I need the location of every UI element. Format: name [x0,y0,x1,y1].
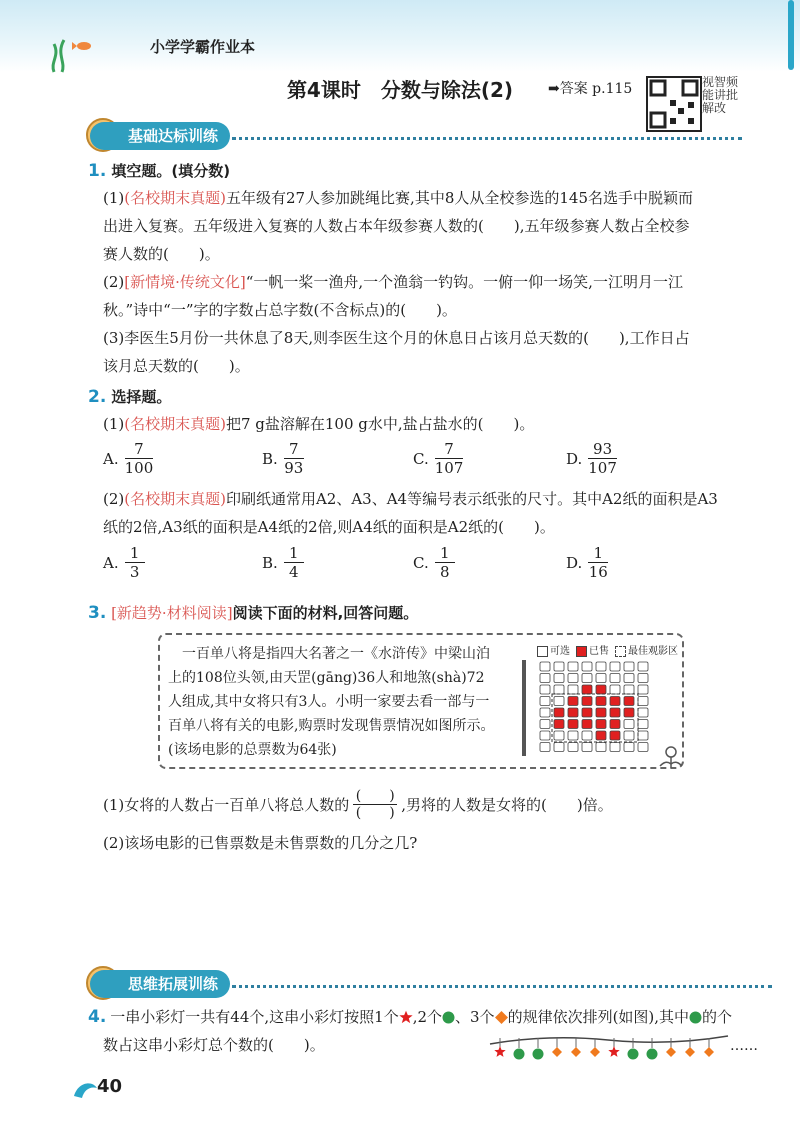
section-divider [232,985,772,988]
option-c[interactable] [413,544,455,581]
seat-available [568,685,578,694]
question-1-header [88,160,230,181]
seat-sold [582,708,592,717]
section-title-extension: 思维拓展训练 [90,970,230,998]
book-title: 小学学霸作业本 [150,38,256,56]
denominator: 3 [129,563,140,581]
seat-available [638,697,648,706]
option-a[interactable] [103,544,145,581]
star-icon [399,1010,413,1024]
option-a[interactable] [103,440,153,477]
material-line: 百单八将有关的电影,购票时发现售票情况如图所示。 [168,718,495,734]
seat-available [554,731,564,740]
ellipsis: …… [730,1038,758,1054]
q2-part1 [103,409,753,439]
seat-sold [610,697,620,706]
q1-part2 [103,267,753,297]
seat-available [638,720,648,729]
denominator: 107 [588,459,617,477]
text-line: 把7 g盐溶解在100 g水中,盐占盐水的( )。 [225,415,535,433]
seat-available [596,674,606,683]
option-letter: C. [413,553,429,572]
seat-available [554,662,564,671]
material-line: 一百单八将是指四大名著之一《水浒传》中梁山泊 [168,646,490,662]
seat-sold [610,708,620,717]
seat-available [596,662,606,671]
fraction [435,440,464,477]
seat-available [624,674,634,683]
light-star [494,1046,505,1057]
part-label: (1) [103,415,125,433]
legend-best-zone: 最佳观影区 [615,642,678,657]
numerator: 1 [129,544,140,562]
green-circle-icon [689,1011,702,1024]
seat-sold [624,697,634,706]
light-diamond [552,1047,562,1057]
header-band [0,0,800,72]
question-4-line2: 数占这串小彩灯总个数的( )。 [103,1036,325,1054]
question-number: 1. [88,161,107,181]
fraction [435,544,455,581]
seat-sold [610,720,620,729]
diamond-icon [495,1011,508,1024]
seat-sold [596,720,606,729]
seat-available [540,662,550,671]
part-label: (1) [103,189,125,207]
denominator-blank: ( ) [355,805,395,821]
part-label: (2) [103,490,125,508]
text-line: 五年级有27人参加跳绳比赛,其中8人从全校参选的145名选手中脱颖而 [225,189,694,207]
seat-sold [568,720,578,729]
fraction [588,440,617,477]
q3-sub1 [103,788,753,821]
option-d[interactable] [566,544,608,581]
q1-part1-line2: 出进入复赛。五年级进入复赛的人数占本年级参赛人数的( ),五年级参赛人数占全校参 [103,217,690,235]
text-line: (1)女将的人数占一百单八将总人数的 [103,795,350,814]
q1-part3-line2: 该月总天数的( )。 [103,357,250,375]
seat-legend [537,642,678,657]
seat-available [624,743,634,752]
seat-available [582,662,592,671]
seat-available [540,685,550,694]
seat-available [568,674,578,683]
seat-available [554,685,564,694]
seat-available [638,674,648,683]
denominator: 4 [289,563,299,581]
qr-label: 视智频能讲批解改 [702,75,739,115]
seat-map [522,658,672,758]
edge-bar [788,0,794,70]
material-line: (该场电影的总票数为64张) [168,742,337,758]
denominator: 16 [588,563,608,581]
denominator: 107 [434,459,464,477]
fraction [125,440,154,477]
option-letter: A. [103,449,119,468]
answer-reference: ➡答案 p.115 [548,81,633,97]
dolphin-icon [70,1074,100,1104]
source-tag: (名校期末真题) [124,415,226,433]
text-line: ,男将的人数是女将的( )倍。 [401,795,613,814]
numerator-blank: ( ) [355,788,395,804]
green-circle-icon [442,1011,455,1024]
seat-available [540,674,550,683]
flower-icon [656,742,686,772]
seat-sold [582,685,592,694]
seat-sold [554,720,564,729]
wire [490,1036,728,1044]
seat-available [624,720,634,729]
text-line: 印刷纸通常用A2、A3、A4等编号表示纸张的尺寸。其中A2纸的面积是A3 [225,490,718,508]
q1-part1 [103,183,753,213]
fraction-blank[interactable] [353,788,397,821]
source-tag: (名校期末真题) [124,490,226,508]
seaweed-fish-icon [44,34,104,74]
seat-sold [568,697,578,706]
seat-available [638,685,648,694]
question-title: 选择题。 [111,388,172,406]
numerator: 1 [593,544,604,562]
seat-available [638,743,648,752]
fraction [125,544,145,581]
seat-sold [596,731,606,740]
seat-available [624,685,634,694]
light-circle [533,1049,544,1060]
material-line: 上的108位头领,由天罡(gāng)36人和地煞(shà)72 [168,670,485,686]
q1-part3: (3)李医生5月份一共休息了8天,则李医生这个月的休息日占该月总天数的( ),工作日占 [103,329,690,347]
seat-available [624,731,634,740]
seat-available [568,743,578,752]
seat-sold [596,685,606,694]
seat-available [610,685,620,694]
seat-available [540,697,550,706]
question-title: 填空题。(填分数) [111,162,231,180]
question-3-header [88,602,418,623]
option-letter: C. [413,449,429,468]
seat-sold [568,708,578,717]
material-text [168,642,513,762]
question-title: 阅读下面的材料,回答问题。 [232,604,419,622]
seat-available [638,731,648,740]
material-line: 人组成,其中女将只有3人。小明一家要去看一部与一 [168,694,490,710]
seat-available [554,674,564,683]
light-circle [628,1049,639,1060]
question-number: 4. [88,1007,107,1027]
option-letter: D. [566,553,583,572]
seat-available [554,697,564,706]
light-diamond [704,1047,714,1057]
text-line: “一帆一桨一渔舟,一个渔翁一钓钩。一俯一仰一场笑,一江明月一江 [245,273,683,291]
seat-sold [582,697,592,706]
q2-part2-line2: 纸的2倍,A3纸的面积是A4纸的2倍,则A4纸的面积是A2纸的( )。 [103,518,555,536]
q1-part2-line2: 秋。”诗中“一”字的字数占总字数(不含标点)的( )。 [103,301,457,319]
option-d[interactable] [566,440,617,477]
lesson-title: 第4课时 分数与除法(2) [286,78,514,102]
text-line: 、3个 [455,1008,495,1026]
q3-sub2: (2)该场电影的已售票数是未售票数的几分之几? [103,834,418,852]
seat-available [638,708,648,717]
seat-sold [582,720,592,729]
seat-available [540,720,550,729]
seat-available [554,743,564,752]
seat-available [610,674,620,683]
q2-part2 [103,484,753,514]
seat-available [582,743,592,752]
light-star [608,1046,619,1057]
seat-available [610,743,620,752]
light-diamond [590,1047,600,1057]
denominator: 93 [284,459,304,477]
seat-sold [610,731,620,740]
text-line: 的个 [702,1008,733,1026]
numerator: 1 [439,544,450,562]
section-title-basic: 基础达标训练 [90,122,230,150]
seat-available [596,743,606,752]
option-letter: D. [566,449,583,468]
seat-available [540,731,550,740]
option-letter: A. [103,553,119,572]
fraction [284,544,304,581]
page-number: 40 [97,1076,123,1097]
text-line: 的规律依次排列(如图),其中 [507,1008,690,1026]
option-c[interactable] [413,440,463,477]
source-tag: [新情境·传统文化] [124,273,246,291]
seat-sold [624,708,634,717]
light-circle [514,1049,525,1060]
light-diamond [685,1047,695,1057]
numerator: 93 [593,440,613,458]
screen-bar [522,660,526,756]
q1-part1-line3: 赛人数的( )。 [103,245,220,263]
denominator: 8 [439,563,450,581]
seat-sold [596,697,606,706]
fraction [588,544,608,581]
text-line: 一串小彩灯一共有44个,这串小彩灯按照1个 [110,1008,399,1026]
option-letter: B. [262,449,278,468]
question-number: 3. [88,603,107,623]
question-4 [88,1002,768,1032]
option-b[interactable] [262,440,304,477]
source-tag: (名校期末真题) [124,189,226,207]
fraction [284,440,304,477]
seat-available [568,662,578,671]
denominator: 100 [124,459,154,477]
seat-available [582,731,592,740]
light-diamond [571,1047,581,1057]
seat-available [624,662,634,671]
numerator: 7 [289,440,299,458]
option-b[interactable] [262,544,304,581]
source-tag: [新趋势·材料阅读] [111,604,233,622]
seat-sold [554,708,564,717]
seat-available [582,674,592,683]
light-circle [647,1049,658,1060]
text-line: ,2个 [412,1008,443,1026]
question-number: 2. [88,387,107,407]
legend-available: 可选 [537,642,570,657]
seat-available [540,708,550,717]
numerator: 1 [289,544,299,562]
part-label: (2) [103,273,125,291]
seat-available [610,662,620,671]
option-letter: B. [262,553,278,572]
seat-sold [596,708,606,717]
numerator: 7 [134,440,144,458]
seat-available [540,743,550,752]
section-divider [232,137,742,140]
numerator: 7 [444,440,454,458]
light-diamond [666,1047,676,1057]
seat-available [638,662,648,671]
legend-sold: 已售 [576,642,609,657]
seat-available [568,731,578,740]
question-2-header [88,386,171,407]
qr-code-icon [646,76,702,132]
